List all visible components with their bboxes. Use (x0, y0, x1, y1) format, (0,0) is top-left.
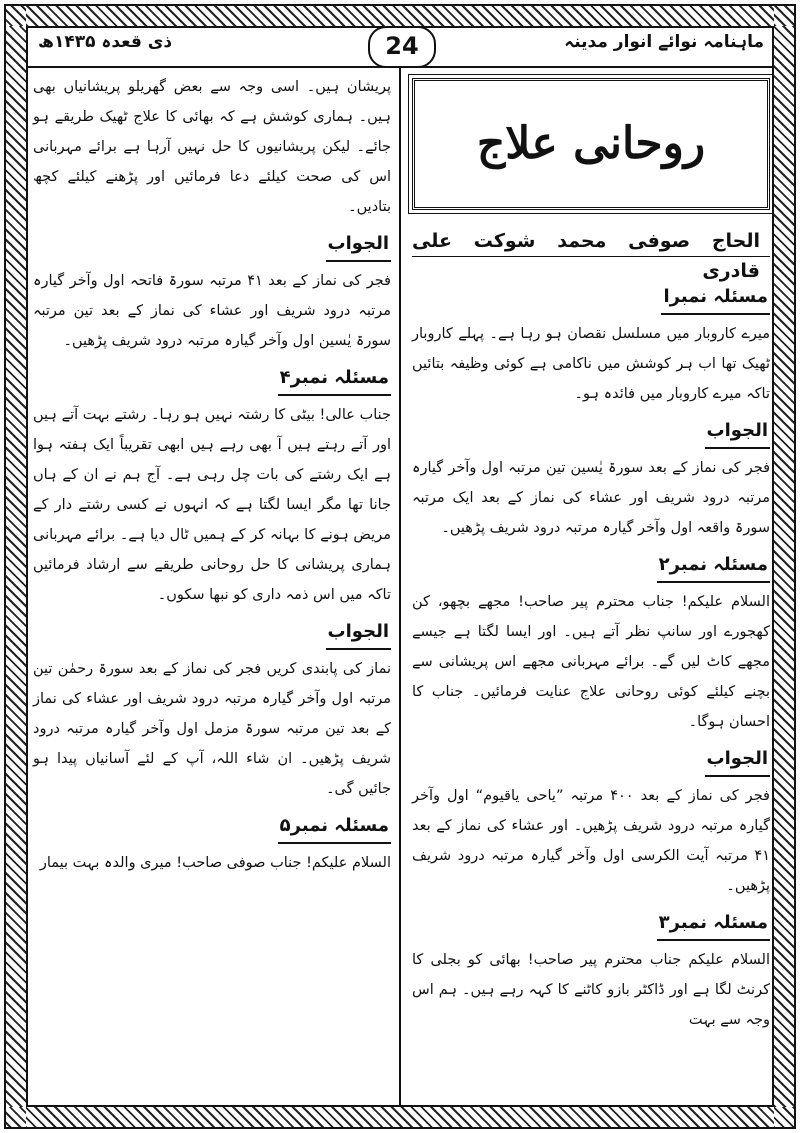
article-author: الحاج صوفی محمد شوکت علی قادری (412, 210, 770, 257)
section-heading: مسئلہ نمبر۴ (278, 364, 391, 396)
section-heading: الجواب (326, 230, 391, 262)
section-heading: الجواب (705, 745, 770, 777)
section-heading: الجواب (326, 618, 391, 650)
section-heading: الجواب (705, 417, 770, 449)
page-header (28, 28, 772, 66)
section-heading: مسئلہ نمبر۵ (278, 812, 391, 844)
paragraph: نماز کی پابندی کریں فجر کی نماز کے بعد سورۃ رحمٰن تین مرتبہ اول وآخر گیارہ مرتبہ درود شریف اور عشاء کی نماز کے بعد تین مرتبہ سورۃ مزمل اول وآخر گیارہ مرتبہ درود شریف پڑھیں۔ ان شاء اللہ، آپ کے لئے آسانیاں پیدا ہو جائیں گی۔ (33, 661, 391, 797)
right-column (412, 72, 770, 1035)
left-column (33, 72, 391, 878)
paragraph: السلام علیکم جناب محترم پیر صاحب! بھائی کو بجلی کا کرنٹ لگا ہے اور ڈاکٹر بازو کاٹنے کا کہہ رہے ہیں۔ ہم اس وجہ سے بہت (412, 952, 770, 1028)
section-heading: مسئلہ نمبر۲ (657, 551, 770, 583)
paragraph: جناب عالی! بیٹی کا رشتہ نہیں ہو رہا۔ رشتے بہت آتے ہیں اور آتے رہتے ہیں آ بھی رہے ہیں ابھی تقریباً ایک ہفتہ ہوا ہے ایک رشتے کی بات چل رہی ہے۔ آج ہم نے ان کے ہاں جانا تھا مگر ایسا لگتا ہے کہ انہوں نے کسی رشتے دار کے مریض ہونے کا بہانہ کر کے ہمیں ٹال دیا ہے۔ برائے مہربانی ہماری پریشانی کا حل روحانی طریقے سے ارشاد فرمائیں تاکہ میں اس ذمہ داری کو نبھا سکوں۔ (33, 407, 391, 603)
paragraph: پریشان ہیں۔ اسی وجہ سے بعض گھریلو پریشانیاں بھی ہیں۔ ہماری کوشش ہے کہ بھائی کا علاج ٹھیک طریقے ہو جائے۔ لیکن پریشانیوں کا حل نہیں آرہا ہے برائے مہربانی اس کی صحت کیلئے دعا فرمائیں اور پڑھنے کیلئے کچھ بتادیں۔ (33, 79, 391, 215)
section-heading: مسئلہ نمبر۳ (657, 909, 770, 941)
page-number: 24 (368, 26, 436, 68)
issue-date: ذی قعدہ ۱۴۳۵ھ (38, 32, 173, 52)
paragraph: فجر کی نماز کے بعد ۴۰۰ مرتبہ ”یاحی یاقیوم“ اول وآخر گیارہ مرتبہ درود شریف پڑھیں۔ اور عشاء کی نماز کے بعد ۴۱ مرتبہ آیت الکرسی اول وآخر گیارہ مرتبہ درود شریف پڑھیں۔ (412, 788, 770, 894)
paragraph: السلام علیکم! جناب صوفی صاحب! میری والدہ بہت بیمار (39, 855, 391, 871)
paragraph: السلام علیکم! جناب محترم پیر صاحب! مجھے بچھو، کن کھجورے اور سانپ نظر آتے ہیں۔ اور ایسا لگتا ہے جیسے مجھے کاٹ لیں گے۔ برائے مہربانی مجھے اس پریشانی سے بچنے کیلئے کوئی روحانی علاج عنایت فرمائیں۔ جناب کا احسان ہوگا۔ (412, 594, 770, 730)
paragraph: میرے کاروبار میں مسلسل نقصان ہو رہا ہے۔ پہلے کاروبار ٹھیک تھا اب ہر کوشش میں ناکامی ہے کوئی وظیفہ بتائیں تاکہ میرے کاروبار میں فائدہ ہو۔ (412, 326, 770, 402)
column-divider (399, 68, 401, 1106)
section-heading: مسئلہ نمبرا (661, 283, 770, 315)
magazine-name: ماہنامہ نوائے انوار مدینہ (564, 32, 764, 52)
article-title: روحانی علاج (412, 78, 770, 210)
paragraph: فجر کی نماز کے بعد سورۃ یٰسین تین مرتبہ اول وآخر گیارہ مرتبہ درود شریف اور عشاء کی نماز کے بعد ایک مرتبہ سورۃ واقعہ اول وآخر گیارہ مرتبہ درود شریف پڑھیں۔ (412, 460, 770, 536)
paragraph: فجر کی نماز کے بعد ۴۱ مرتبہ سورۃ فاتحہ اول وآخر گیارہ مرتبہ درود شریف اور عشاء کی نماز کے بعد تین مرتبہ سورۃ یٰسین اول وآخر گیارہ مرتبہ درود شریف پڑھیں۔ (33, 273, 391, 349)
